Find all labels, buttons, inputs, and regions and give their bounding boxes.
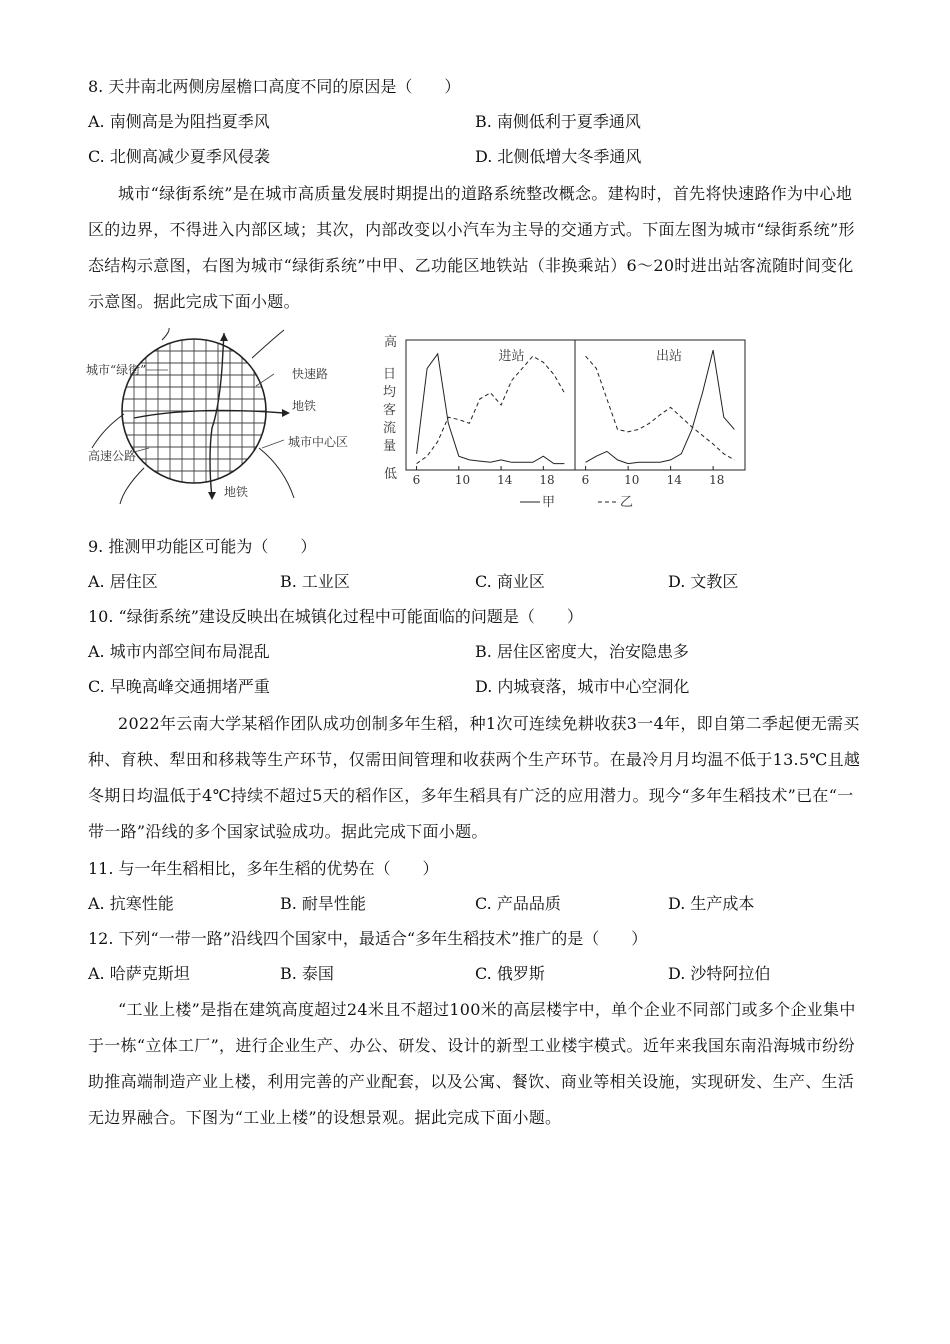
series-line-乙 (586, 356, 735, 460)
q9-option-c[interactable]: C. 商业区 (475, 572, 545, 591)
highway-nw (162, 328, 169, 340)
q12-option-a[interactable]: A. 哈萨克斯坦 (88, 964, 190, 983)
q11-option-d[interactable]: D. 生产成本 (668, 894, 755, 913)
label-green-street: 城市“绿街” (86, 363, 147, 377)
y-axis-label-char: 客 (383, 403, 397, 418)
q12-option-d[interactable]: D. 沙特阿拉伯 (668, 964, 771, 983)
q9-option-b[interactable]: B. 工业区 (280, 572, 350, 591)
passage-green-street (88, 176, 868, 320)
q9-option-d[interactable]: D. 文教区 (668, 572, 739, 591)
street-grid (114, 328, 274, 498)
label-expressway: 快速路 (292, 367, 329, 381)
label-city-center: 城市中心区 (288, 435, 349, 449)
q8-option-c[interactable]: C. 北侧高减少夏季风侵袭 (88, 147, 270, 166)
subway-line-vertical (210, 333, 224, 498)
passage-1-text: 城市“绿街系统”是在城市高质量发展时期提出的道路系统整改概念。建构时，首先将快速路作为中心地区的边界，不得进入内部区域；其次，内部改变以小汽车为主导的交通方式。下面左图为城市“绿街系统”形态结构示意图，右图为城市“绿街系统”中甲、乙功能区地铁站（非换乘站）6～20时进出站客流随时间变化示意图。据此完成下面小题。 (88, 184, 855, 311)
y-axis-label-char: 量 (383, 439, 397, 454)
legend-label-jia: 甲 (542, 495, 556, 510)
y-label-low: 低 (384, 467, 398, 482)
q10-option-c[interactable]: C. 早晚高峰交通拥堵严重 (88, 677, 270, 696)
legend-label-yi: 乙 (620, 495, 634, 510)
y-axis-label-char: 流 (383, 421, 397, 436)
q8-option-d[interactable]: D. 北侧低增大冬季通风 (475, 147, 642, 166)
y-axis-label-char: 均 (383, 385, 397, 400)
q10-option-b[interactable]: B. 居住区密度大，治安隐患多 (475, 642, 689, 661)
question-11-stem: 11. 与一年生稻相比，多年生稻的优势在（ ） (88, 859, 439, 878)
q9-option-a[interactable]: A. 居住区 (88, 572, 158, 591)
question-10-stem: 10. “绿街系统”建设反映出在城镇化过程中可能面临的问题是（ ） (88, 607, 583, 626)
q12-option-b[interactable]: B. 泰国 (280, 964, 334, 983)
subway-arrow-right (282, 409, 290, 417)
label-subway-bottom: 地铁 (224, 485, 249, 499)
q11-option-c[interactable]: C. 产品品质 (475, 894, 561, 913)
x-tick-label: 10 (454, 473, 471, 487)
y-label-high: 高 (384, 335, 398, 350)
subway-arrow-bottom (208, 492, 216, 500)
q11-option-b[interactable]: B. 耐旱性能 (280, 894, 366, 913)
x-tick-label: 18 (539, 473, 555, 487)
x-tick-label: 10 (624, 473, 640, 487)
question-12-stem: 12. 下列“一带一路”沿线四个国家中，最适合“多年生稻技术”推广的是（ ） (88, 929, 648, 948)
q12-option-c[interactable]: C. 俄罗斯 (475, 964, 545, 983)
x-tick-label: 6 (581, 473, 590, 487)
x-tick-label: 6 (412, 473, 421, 487)
q8-option-b[interactable]: B. 南侧低利于夏季通风 (475, 112, 641, 131)
subway-line-horizontal (134, 410, 284, 418)
highway-ne (252, 330, 284, 358)
label-subway-right: 地铁 (292, 399, 317, 413)
q10-option-d[interactable]: D. 内城衰落，城市中心空洞化 (475, 677, 690, 696)
highway-sw (120, 468, 144, 504)
subway-arrow-top (220, 333, 228, 341)
x-tick-label: 18 (709, 473, 725, 487)
label-highway: 高速公路 (88, 449, 137, 463)
y-axis-label-char: 日 (383, 367, 397, 382)
series-line-甲 (417, 354, 565, 464)
q11-option-a[interactable]: A. 抗寒性能 (88, 894, 174, 913)
question-8-stem: 8. 天井南北两侧房屋檐口高度不同的原因是（ ） (88, 77, 461, 96)
panel-title: 出站 (656, 349, 683, 364)
highway-w (92, 414, 124, 448)
series-line-甲 (586, 350, 735, 464)
passage-2-text: 2022年云南大学某稻作团队成功创制多年生稻，种1次可连续免耕收获3一4年，即自第二季起便无需买种、育秧、犁田和移栽等生产环节，仅需田间管理和收获两个生产环节。在最冷月月均温不低于13.5℃且越冬期日均温低于4℃持续不超过5天的稻作区，多年生稻具有广泛的应用潜力。现今“多年生稻技术”已在“一带一路”沿线的多个国家试验成功。据此完成下面小题。 (88, 714, 861, 841)
q8-option-a[interactable]: A. 南侧高是为阻挡夏季风 (88, 112, 270, 131)
passage-perennial-rice (88, 706, 868, 850)
question-9-stem: 9. 推测甲功能区可能为（ ） (88, 537, 317, 556)
passenger-flow-chart (380, 330, 760, 510)
passage-3-text: “工业上楼”是指在建筑高度超过24米且不超过100米的高层楼宇中，单个企业不同部门或多个企业集中于一栋“立体工厂”，进行企业生产、办公、研发、设计的新型工业楼宇模式。近年来我国东南沿海城市纷纷助推高端制造产业上楼，利用完善的产业配套，以及公寓、餐饮、商业等相关设施，实现研发、生产、生活无边界融合。下图为“工业上楼”的设想景观。据此完成下面小题。 (88, 1000, 856, 1127)
x-tick-label: 14 (666, 473, 682, 487)
green-street-diagram (84, 328, 374, 506)
highway-se (259, 448, 294, 498)
series-line-乙 (417, 356, 565, 463)
q10-option-a[interactable]: A. 城市内部空间布局混乱 (88, 642, 270, 661)
passage-industrial-upstairs (88, 992, 868, 1136)
x-tick-label: 14 (497, 473, 513, 487)
panel-title: 进站 (498, 349, 525, 364)
